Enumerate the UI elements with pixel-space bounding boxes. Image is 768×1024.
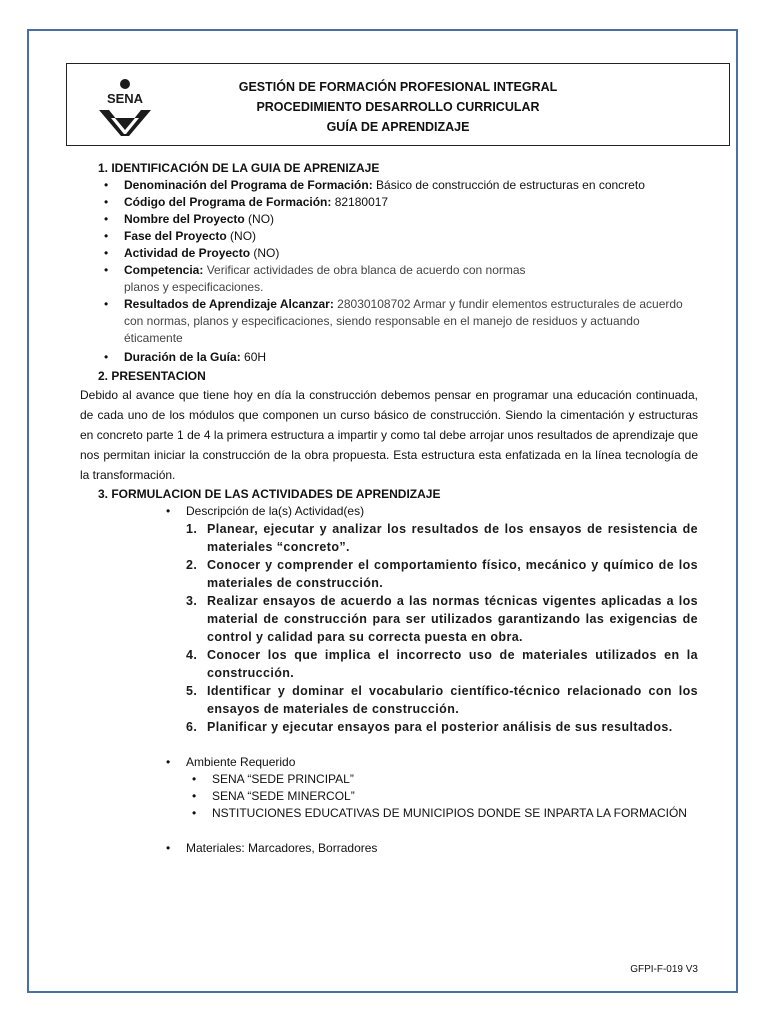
list-item: 6. Planificar y ejecutar ensayos para el posterior análisis de sus resultados. (186, 720, 673, 734)
header-title-2: PROCEDIMIENTO DESARROLLO CURRICULAR (256, 100, 540, 114)
list-item: • NSTITUCIONES EDUCATIVAS DE MUNICIPIOS DONDE SE INPARTA LA FORMACIÓN (186, 805, 698, 822)
list-item: • Resultados de Aprendizaje Alcanzar: 28030108702 Armar y fundir elementos estructurales de acuerdo con normas, planos y especificaciones, siendo responsable en el manejo de residuos y actuando éticamente (98, 296, 698, 347)
header-title-1: GESTIÓN DE FORMACIÓN PROFESIONAL INTEGRAL (238, 80, 558, 94)
list-item: • Actividad de Proyecto (NO) (98, 245, 698, 262)
list-item: 5. Identificar y dominar el vocabulario científico-técnico relacionado con los ensayos de materiales de construcción. (186, 684, 698, 716)
list-item: • Competencia: Verificar actividades de obra blanca de acuerdo con normas planos y especificaciones. (98, 262, 698, 296)
section1-title: 1. IDENTIFICACIÓN DE LA GUIA DE APRENIZAJE (98, 161, 380, 175)
list-item: • Nombre del Proyecto (NO) (98, 211, 698, 228)
footer-code: GFPI-F-019 V3 (630, 964, 698, 975)
materials-block (160, 840, 698, 857)
list-item: • Denominación del Programa de Formación: Básico de construcción de estructuras en concreto (98, 177, 698, 194)
document-header (66, 63, 730, 146)
activities-list (180, 520, 698, 736)
list-item: • Código del Programa de Formación: 82180017 (98, 194, 698, 211)
environment-label: • Ambiente Requerido (160, 754, 698, 771)
logo-text: SENA (106, 91, 144, 106)
materials-item: • Materiales: Marcadores, Borradores (160, 840, 698, 857)
document-body (80, 160, 698, 857)
list-item: • SENA “SEDE PRINCIPAL” (186, 771, 698, 788)
environment-list (186, 771, 698, 822)
list-item: 2. Conocer y comprender el comportamiento físico, mecánico y químico de los materiales de construcción. (186, 558, 698, 590)
activities-block (160, 503, 698, 520)
identification-list (98, 177, 698, 366)
header-title-3: GUÍA DE APRENDIZAJE (326, 120, 470, 134)
section2-title: 2. PRESENTACION (98, 369, 206, 383)
list-item: • Fase del Proyecto (NO) (98, 228, 698, 245)
list-item: 4. Conocer los que implica el incorrecto uso de materiales utilizados en la construcción. (186, 648, 698, 680)
list-item: 1. Planear, ejecutar y analizar los resultados de los ensayos de resistencia de materiales “concreto”. (186, 522, 698, 554)
activities-label: • Descripción de la(s) Actividad(es) (160, 503, 698, 520)
environment-block (160, 754, 698, 771)
section3-title: 3. FORMULACION DE LAS ACTIVIDADES DE APRENDIZAJE (98, 487, 441, 501)
list-item: • Duración de la Guía: 60H (98, 349, 698, 366)
presentation-text: Debido al avance que tiene hoy en día la construcción debemos pensar en programar una educación continuada, de cada uno de los módulos que componen un curso básico de construcción. Siendo la cimentación y estructuras en concreto parte 1 de 4 la primera estructura a impartir y como tal debe arrojar unos resultados de aprendizaje que nos permitan iniciar la construcción de la obra propuesta. Esta estructura esta enfatizada en la línea tecnología de la transformación. (80, 388, 698, 482)
list-item: • SENA “SEDE MINERCOL” (186, 788, 698, 805)
list-item: 3. Realizar ensayos de acuerdo a las normas técnicas vigentes aplicadas a los material de construcción para ser utilizados garantizando las exigencias de control y calidad para su correcta puesta en obra. (186, 594, 698, 644)
